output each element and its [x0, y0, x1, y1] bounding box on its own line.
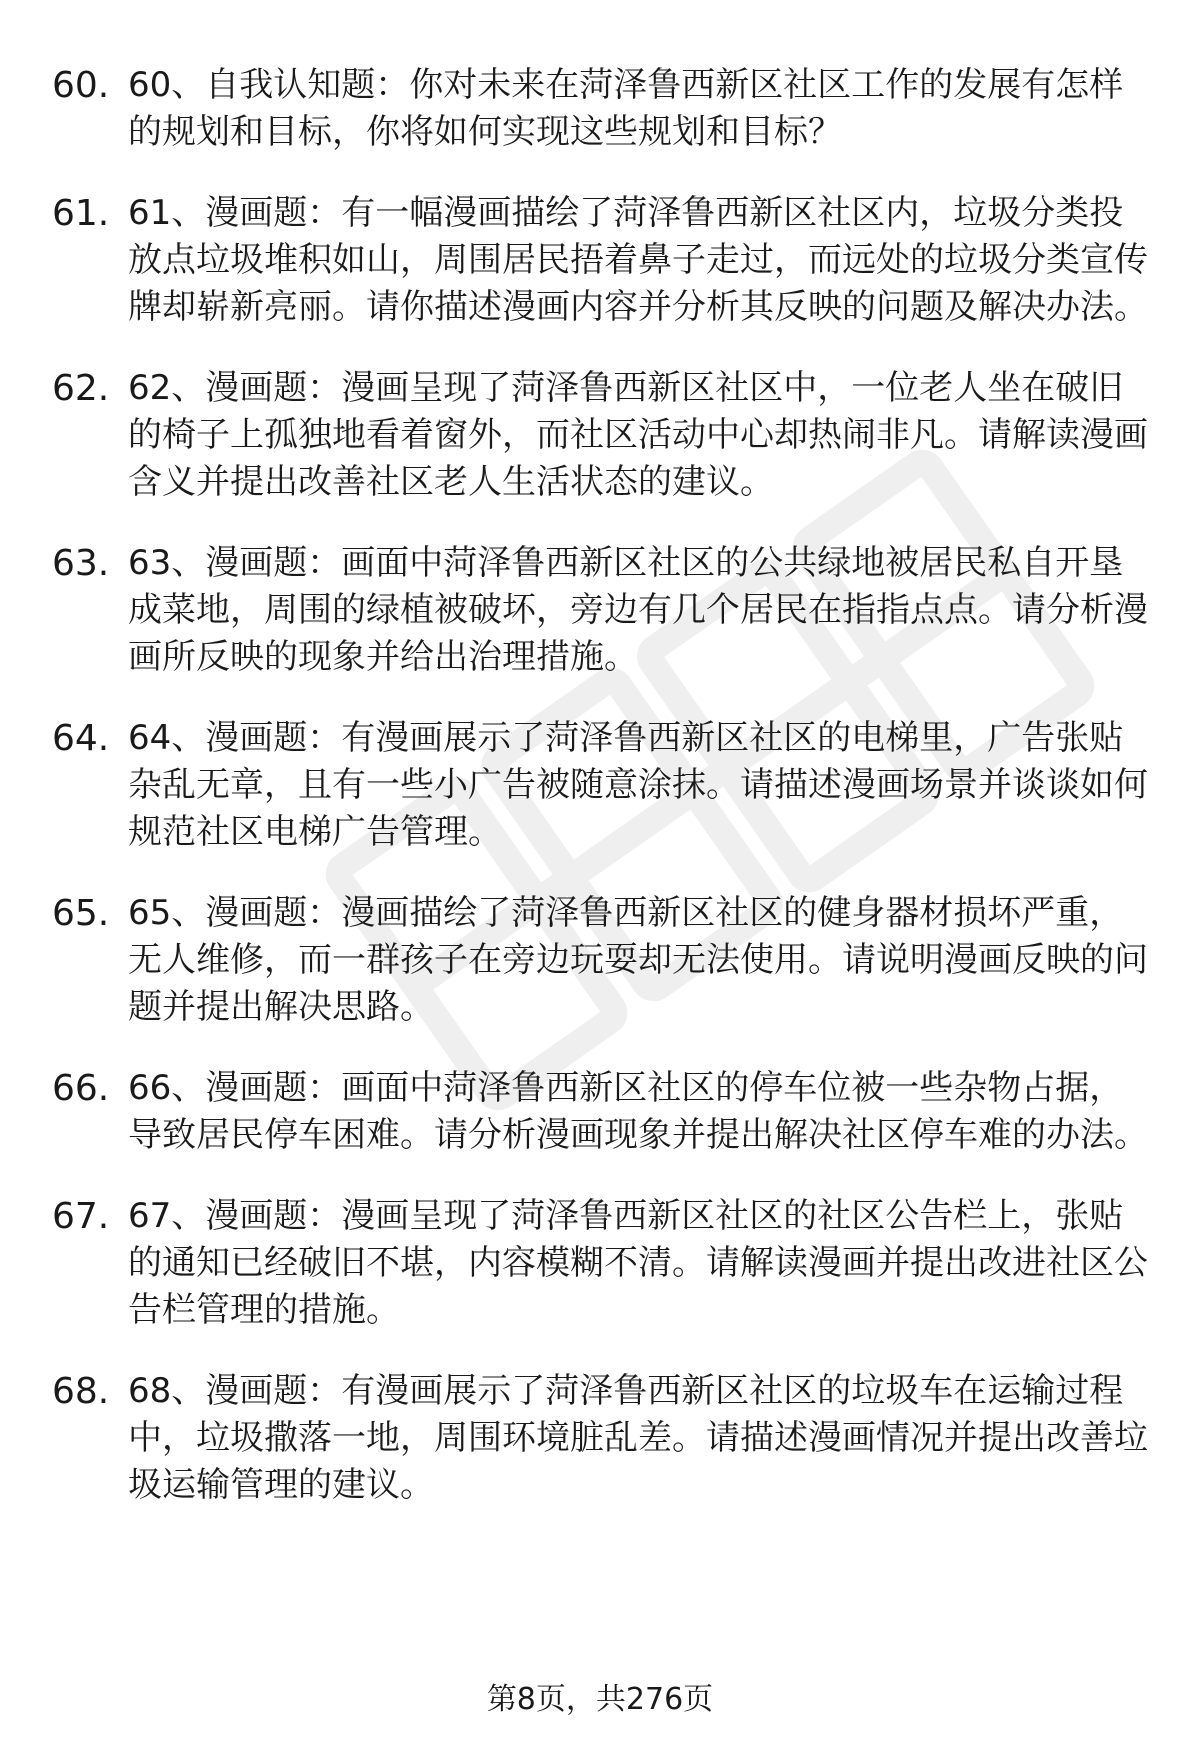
question-item: [52, 1193, 1152, 1334]
question-item: [52, 715, 1152, 856]
page-number-label: 第8页，共276页: [486, 1682, 714, 1717]
question-item: [52, 190, 1152, 331]
question-text: 64、漫画题：有漫画展示了菏泽鲁西新区社区的电梯里，广告张贴杂乱无章，且有一些小广告被随意涂抹。请描述漫画场景并谈谈如何规范社区电梯广告管理。: [128, 718, 1148, 852]
question-item: [52, 890, 1152, 1031]
question-item: [52, 1065, 1152, 1159]
question-item: [52, 540, 1152, 681]
question-number: 63.: [52, 543, 110, 584]
question-text: 60、自我认知题：你对未来在菏泽鲁西新区社区工作的发展有怎样的规划和目标，你将如何实现这些规划和目标？: [128, 65, 1124, 152]
page-footer: [0, 1680, 1200, 1720]
question-item: [52, 1368, 1152, 1509]
question-number: 62.: [52, 368, 110, 409]
question-number: 61.: [52, 193, 110, 234]
question-text: 62、漫画题：漫画呈现了菏泽鲁西新区社区中，一位老人坐在破旧的椅子上孤独地看着窗外，而社区活动中心却热闹非凡。请解读漫画含义并提出改善社区老人生活状态的建议。: [128, 368, 1148, 502]
question-number: 66.: [52, 1068, 110, 1109]
question-list: [52, 62, 1152, 1509]
question-item: [52, 365, 1152, 506]
question-text: 61、漫画题：有一幅漫画描绘了菏泽鲁西新区社区内，垃圾分类投放点垃圾堆积如山，周围居民捂着鼻子走过，而远处的垃圾分类宣传牌却崭新亮丽。请你描述漫画内容并分析其反映的问题及解决办法。: [128, 193, 1148, 327]
question-number: 60.: [52, 65, 110, 106]
question-number: 68.: [52, 1371, 110, 1412]
question-item: [52, 62, 1152, 156]
question-number: 64.: [52, 718, 110, 759]
question-number: 65.: [52, 893, 110, 934]
question-text: 65、漫画题：漫画描绘了菏泽鲁西新区社区的健身器材损坏严重，无人维修，而一群孩子在旁边玩耍却无法使用。请说明漫画反映的问题并提出解决思路。: [128, 893, 1148, 1027]
question-text: 68、漫画题：有漫画展示了菏泽鲁西新区社区的垃圾车在运输过程中，垃圾撒落一地，周围环境脏乱差。请描述漫画情况并提出改善垃圾运输管理的建议。: [128, 1371, 1148, 1505]
question-text: 63、漫画题：画面中菏泽鲁西新区社区的公共绿地被居民私自开垦成菜地，周围的绿植被破坏，旁边有几个居民在指指点点。请分析漫画所反映的现象并给出治理措施。: [128, 543, 1148, 677]
question-text: 67、漫画题：漫画呈现了菏泽鲁西新区社区的社区公告栏上，张贴的通知已经破旧不堪，内容模糊不清。请解读漫画并提出改进社区公告栏管理的措施。: [128, 1196, 1148, 1330]
question-number: 67.: [52, 1196, 110, 1237]
question-text: 66、漫画题：画面中菏泽鲁西新区社区的停车位被一些杂物占据，导致居民停车困难。请分析漫画现象并提出解决社区停车难的办法。: [128, 1068, 1148, 1155]
